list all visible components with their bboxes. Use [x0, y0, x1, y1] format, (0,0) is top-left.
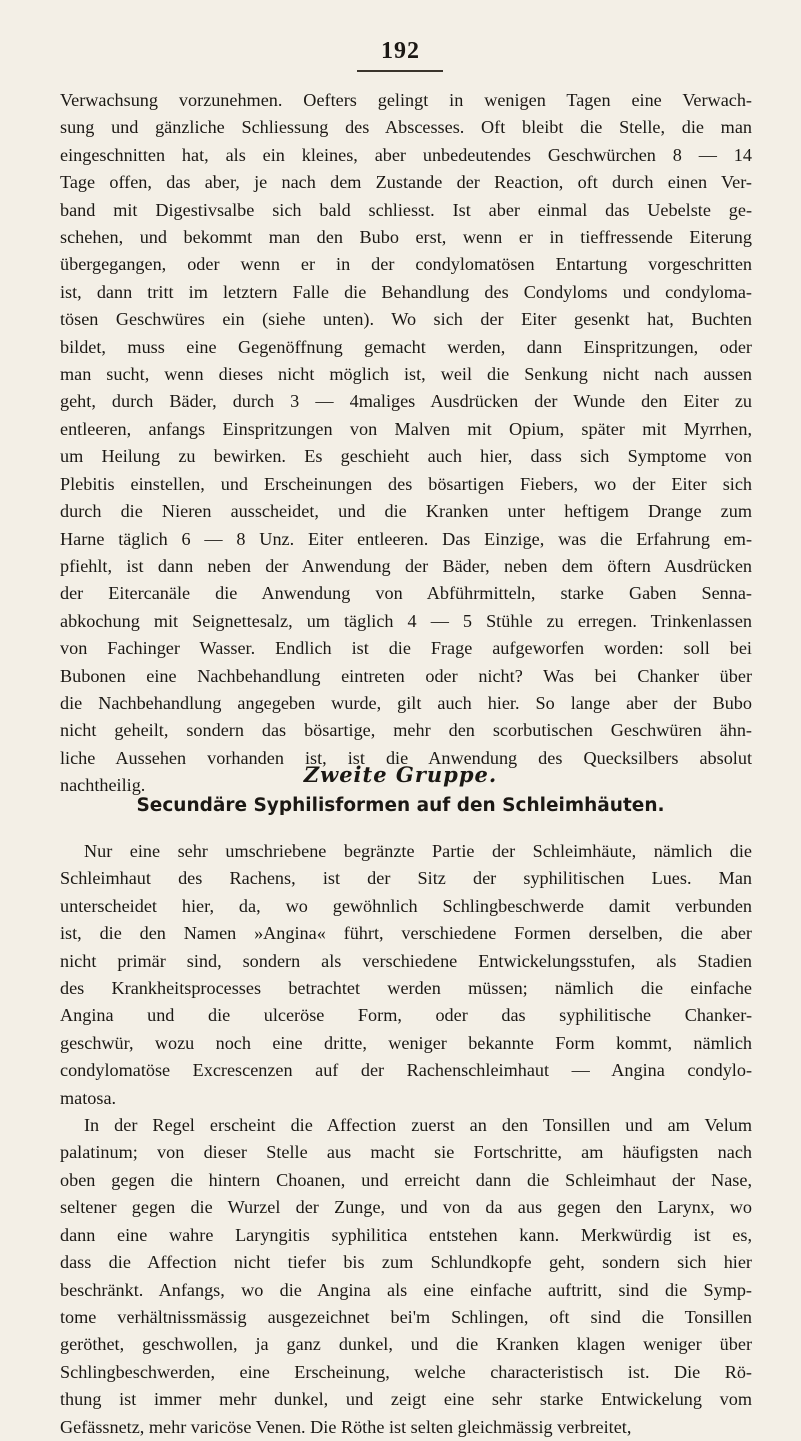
text-line: ist, die den Namen »Angina« führt, verschiedene Formen derselben, die aber [60, 923, 752, 944]
text-line: band mit Digestivsalbe sich bald schliesst. Ist aber einmal das Uebelste ge- [60, 199, 752, 220]
paragraph-affection-course [60, 1112, 752, 1441]
text-line: In der Regel erscheint die Affection zuerst an den Tonsillen und am Velum [84, 1115, 752, 1136]
text-line: geröthet, geschwollen, ja ganz dunkel, und die Kranken klagen weniger über [60, 1334, 752, 1355]
text-line: seltener gegen die Wurzel der Zunge, und von da aus gegen den Larynx, wo [60, 1197, 752, 1218]
text-line: Verwachsung vorzunehmen. Oefters gelingt in wenigen Tagen eine Verwach- [60, 90, 752, 110]
text-line: übergegangen, oder wenn er in der condylomatösen Entartung vorgeschritten [60, 254, 752, 275]
text-line: dann eine wahre Laryngitis syphilitica entstehen kann. Merkwürdig ist es, [60, 1224, 752, 1245]
text-line: Schlingbeschwerden, eine Erscheinung, welche characteristisch ist. Die Rö- [60, 1361, 752, 1382]
header-rule [357, 70, 443, 72]
text-line: sung und gänzliche Schliessung des Abscesses. Oft bleibt die Stelle, die man [60, 117, 752, 138]
text-line: abkochung mit Seignettesalz, um täglich 4 — 5 Stühle zu erregen. Trinkenlassen [60, 610, 752, 631]
text-line: von Fachinger Wasser. Endlich ist die Frage aufgeworfen worden: soll bei [60, 638, 752, 659]
text-line: durch die Nieren ausscheidet, und die Kranken unter heftigem Drange zum [60, 501, 752, 522]
text-line: oben gegen die hintern Choanen, und erreicht dann die Schleimhaut der Nase, [60, 1169, 752, 1190]
text-line: Harne täglich 6 — 8 Unz. Eiter entleeren. Das Einzige, was die Erfahrung em- [60, 528, 752, 549]
text-line: pfiehlt, ist dann neben der Anwendung der Bäder, neben dem öftern Ausdrücken [60, 555, 752, 576]
group-title: Zweite Gruppe. [303, 762, 498, 787]
text-line: nicht primär sind, sondern als verschiedene Entwickelungsstufen, als Stadien [60, 950, 752, 971]
text-line: Schleimhaut des Rachens, ist der Sitz der syphilitischen Lues. Man [60, 868, 752, 889]
text-line: Gefässnetz, mehr varicöse Venen. Die Röthe ist selten gleichmässig verbreitet, [60, 1416, 632, 1437]
text-line: entleeren, anfangs Einspritzungen von Malven mit Opium, später mit Myrrhen, [60, 418, 752, 439]
text-line: der Eitercanäle die Anwendung von Abführmitteln, starke Gaben Senna- [60, 583, 752, 604]
paragraph-bubo-treatment [60, 87, 752, 800]
text-line: liche Aussehen vorhanden ist, ist die Anwendung des Quecksilbers absolut [60, 747, 752, 768]
text-line: Nur eine sehr umschriebene begränzte Partie der Schleimhäute, nämlich die [84, 841, 752, 861]
text-line: um Heilung zu bewirken. Es geschieht auch hier, dass sich Symptome von [60, 446, 752, 467]
text-line: palatinum; von dieser Stelle aus macht sie Fortschritte, am häufigsten nach [60, 1142, 752, 1163]
text-line: eingeschnitten hat, als ein kleines, aber unbedeutendes Geschwürchen 8 — 14 [60, 144, 752, 165]
text-line: schehen, und bekommt man den Bubo erst, wenn er in tieffressende Eiterung [60, 227, 752, 248]
text-line: Angina und die ulceröse Form, oder das syphilitische Chanker- [60, 1005, 752, 1026]
text-line: geht, durch Bäder, durch 3 — 4maliges Ausdrücken der Wunde den Eiter zu [60, 391, 752, 412]
text-line: dass die Affection nicht tiefer bis zum Schlundkopfe geht, sondern sich hier [60, 1252, 752, 1273]
section-body [60, 838, 752, 1441]
text-line: unterscheidet hier, da, wo gewöhnlich Schlingbeschwerde damit verbunden [60, 895, 752, 916]
paragraph-pharynx-forms [60, 838, 752, 1112]
text-line: tösen Geschwüres ein (siehe unten). Wo sich der Eiter gesenkt hat, Buchten [60, 309, 752, 330]
text-line: Plebitis einstellen, und Erscheinungen des bösartigen Fiebers, wo der Eiter sich [60, 473, 752, 494]
text-line: matosa. [60, 1087, 117, 1108]
text-line: bildet, muss eine Gegenöffnung gemacht werden, dann Einspritzungen, oder [60, 336, 752, 357]
text-line: geschwür, wozu noch eine dritte, weniger bekannte Form kommt, nämlich [60, 1032, 752, 1053]
text-line: condylomatöse Excrescenzen auf der Rachenschleimhaut — Angina condylo- [60, 1060, 752, 1081]
section-heading: Secundäre Syphilisformen auf den Schleimhäuten. [136, 795, 665, 816]
text-line: des Krankheitsprocesses betrachtet werden müssen; nämlich die einfache [60, 978, 752, 999]
page-number: 192 [381, 38, 420, 64]
text-line: beschränkt. Anfangs, wo die Angina als eine einfache auftritt, sind die Symp- [60, 1279, 752, 1300]
text-line: die Nachbehandlung angegeben wurde, gilt auch hier. So lange aber der Bubo [60, 692, 752, 713]
text-line: Bubonen eine Nachbehandlung eintreten oder nicht? Was bei Chanker über [60, 665, 752, 686]
text-line: nicht geheilt, sondern das bösartige, mehr den scorbutischen Geschwüren ähn- [60, 720, 752, 741]
text-line: tome verhältnissmässig ausgezeichnet bei'm Schlingen, oft sind die Tonsillen [60, 1306, 752, 1327]
text-line: thung ist immer mehr dunkel, und zeigt eine sehr starke Entwickelung vom [60, 1389, 752, 1410]
text-line: nachtheilig. [60, 775, 146, 796]
text-line: man sucht, wenn dieses nicht möglich ist, weil die Senkung nicht nach aussen [60, 364, 752, 385]
text-line: ist, dann tritt im letztern Falle die Behandlung des Condyloms und condyloma- [60, 281, 752, 302]
text-line: Tage offen, das aber, je nach dem Zustande der Reaction, oft durch einen Ver- [60, 172, 752, 193]
